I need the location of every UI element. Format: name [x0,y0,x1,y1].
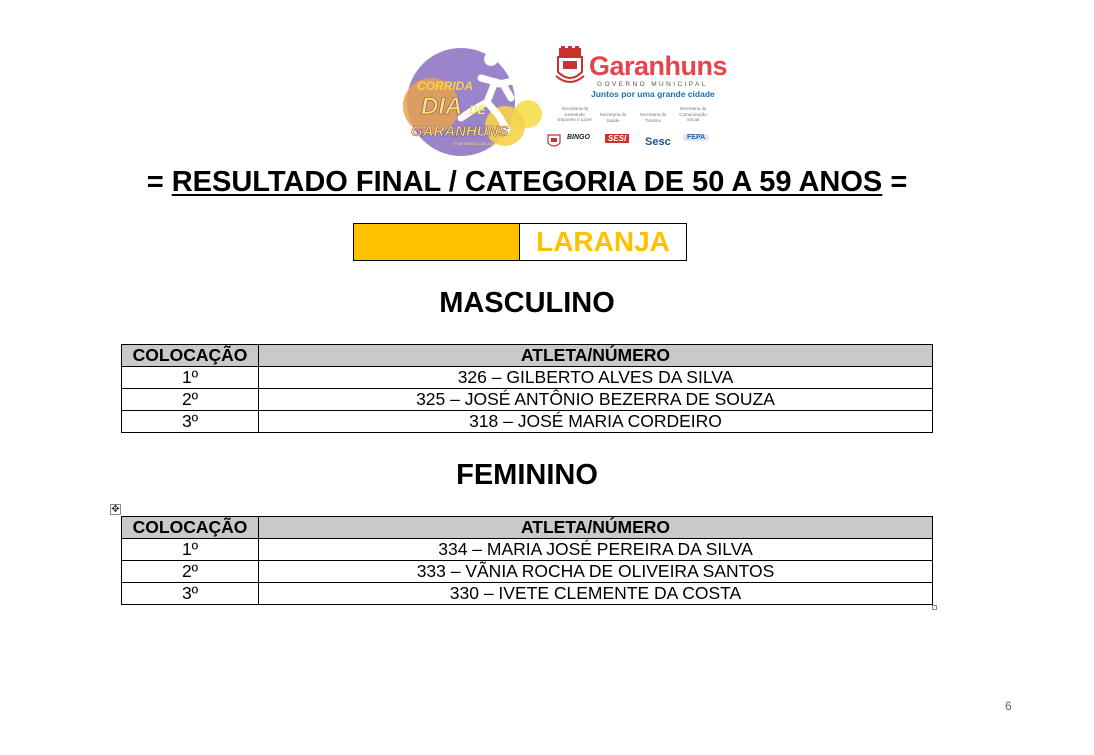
department-turismo: Secretaria de Turismo [639,112,667,123]
athlete-cell: 318 – JOSÉ MARIA CORDEIRO [259,411,933,433]
government-logo [553,44,728,156]
athlete-cell: 326 – GILBERTO ALVES DA SILVA [259,367,933,389]
government-name: Garanhuns [589,51,728,81]
small-crest-icon [547,132,561,150]
category-color-swatch [354,224,520,260]
resize-handle-icon[interactable] [932,605,937,610]
section-title-feminino: FEMININO [456,459,598,491]
move-cross-icon[interactable]: ✥ [111,504,120,515]
header-logos [395,44,728,156]
sponsor-sesi: SESI [605,134,629,143]
table-row [122,411,933,433]
athlete-cell: 330 – IVETE CLEMENTE DA COSTA [259,583,933,605]
category-color-name: LARANJA [536,226,670,257]
table-row [122,367,933,389]
table-header-row [122,517,933,539]
column-header-atleta: ATLETA/NÚMERO [259,345,933,367]
results-table-masculino [121,344,933,433]
department-saude: Secretaria de Saúde [599,112,627,123]
placement-cell: 3º [122,583,259,605]
column-header-colocacao: COLOCAÇÃO [122,345,259,367]
page-title [0,166,1054,199]
logo-word-de: DE [469,103,486,117]
department-juventude: Secretaria de Juventude, Esportes e Lazer [557,106,593,122]
title-suffix: = [882,166,908,198]
department-comunicacao: Secretaria de Comunicação Social [679,106,707,122]
column-header-colocacao: COLOCAÇÃO [122,517,259,539]
table-row [122,561,933,583]
title-prefix: = [146,166,172,198]
sponsor-sesc: Sesc [645,136,671,148]
category-color-box [353,223,687,261]
logo-word-dia: DIA [421,93,463,120]
placement-cell: 2º [122,561,259,583]
page-number: 6 [1005,699,1012,713]
results-table-feminino [121,516,933,605]
logo-word-corrida: CORRIDA [417,79,473,93]
table-row [122,539,933,561]
logo-word-garanhuns: GARANHUNS [411,123,509,140]
table-header-row [122,345,933,367]
table-row [122,389,933,411]
section-title-masculino: MASCULINO [439,287,615,319]
sponsor-bingo: BINGO [567,134,590,141]
city-crest-icon [555,46,585,90]
placement-cell: 3º [122,411,259,433]
government-motto: Juntos por uma grande cidade [591,89,715,99]
sponsor-fepa: FEPA [683,134,709,141]
table-row [122,583,933,605]
corrida-logo [395,44,545,156]
athlete-cell: 325 – JOSÉ ANTÔNIO BEZERRA DE SOUZA [259,389,933,411]
placement-cell: 1º [122,539,259,561]
athlete-cell: 333 – VÃNIA ROCHA DE OLIVEIRA SANTOS [259,561,933,583]
government-subtitle: GOVERNO MUNICIPAL [597,81,708,88]
placement-cell: 1º [122,367,259,389]
logo-date: 1º DE MARÇO DE 2018 [453,141,497,146]
athlete-cell: 334 – MARIA JOSÉ PEREIRA DA SILVA [259,539,933,561]
column-header-atleta: ATLETA/NÚMERO [259,517,933,539]
placement-cell: 2º [122,389,259,411]
title-text: RESULTADO FINAL / CATEGORIA DE 50 A 59 ANOS [171,166,883,198]
